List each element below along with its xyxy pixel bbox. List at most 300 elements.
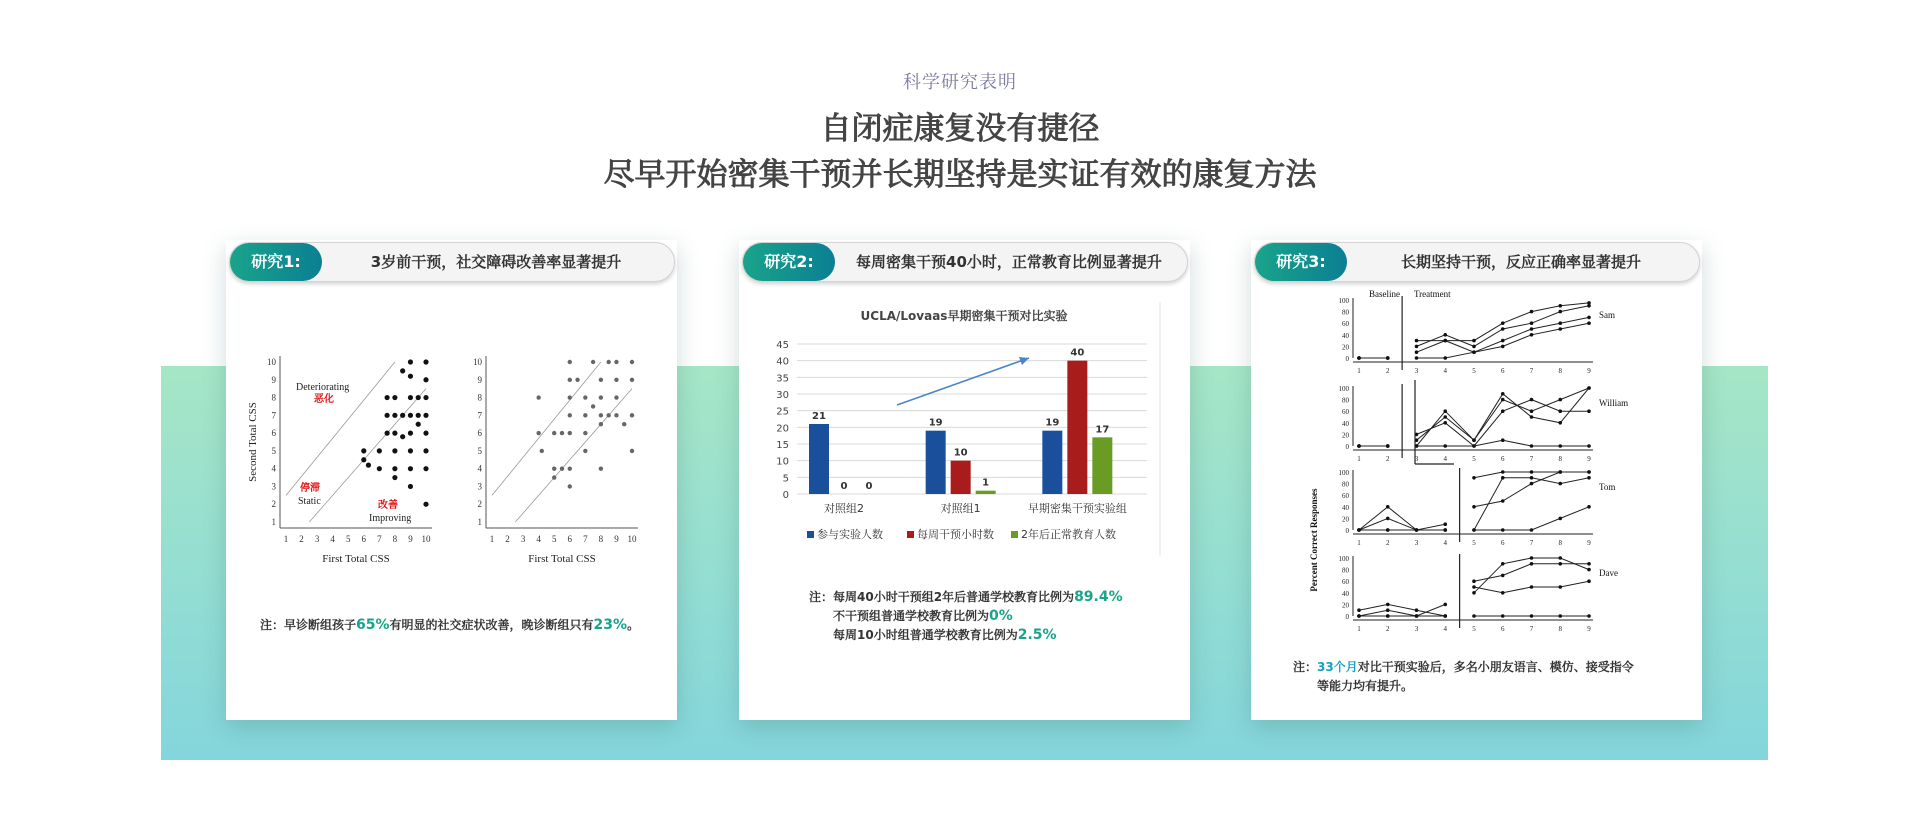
bar-data-label: 19: [1045, 417, 1060, 429]
y-tick-label: 5: [271, 445, 276, 456]
x-tick-label: 7: [1529, 539, 1534, 547]
data-point: [1443, 333, 1447, 337]
data-point: [1357, 528, 1361, 532]
annotation: 停滞: [300, 483, 320, 494]
note-line: [809, 590, 1123, 604]
data-point: [392, 466, 397, 471]
x-tick-label: 1: [1357, 539, 1361, 547]
bar-data-label: 0: [865, 481, 873, 492]
section-kicker: 科学研究表明: [903, 72, 1017, 93]
data-point: [408, 431, 413, 436]
x-category-label: 对照组1: [940, 502, 981, 515]
legend-label: 每周干预小时数: [917, 528, 994, 541]
data-point: [606, 360, 610, 364]
study-2-tag: 研究2:: [743, 243, 835, 281]
data-point: [1587, 568, 1591, 572]
data-point: [416, 395, 421, 400]
data-point: [1443, 528, 1447, 532]
x-tick-label: 1: [283, 534, 289, 544]
x-tick-label: 4: [330, 534, 335, 544]
data-point: [1558, 304, 1562, 308]
data-point: [408, 413, 413, 418]
y-tick-label: 15: [776, 440, 789, 451]
data-point: [1530, 333, 1534, 337]
bar-data-label: 17: [1095, 424, 1110, 436]
y-tick-label: 45: [776, 340, 789, 351]
data-point: [630, 413, 634, 417]
data-point: [1530, 321, 1534, 325]
data-point: [1415, 608, 1419, 612]
bar-chart: [739, 240, 1190, 580]
note-text: 每周10小时组普通学校教育比例为: [833, 628, 1018, 642]
y-tick-label: 25: [776, 406, 789, 418]
x-tick-label: 4: [536, 534, 541, 544]
data-point: [1357, 608, 1361, 612]
data-point: [599, 413, 603, 417]
data-point: [392, 431, 397, 436]
title-line-2: 尽早开始密集干预并长期坚持是实证有效的康复方法: [603, 157, 1317, 193]
data-point: [1558, 398, 1562, 402]
y-tick-label: 40: [1342, 419, 1349, 428]
data-point: [1530, 310, 1534, 314]
y-tick-label: 2: [477, 499, 482, 510]
y-tick-label: 100: [1338, 385, 1349, 393]
x-tick-label: 5: [345, 534, 351, 544]
y-tick-label: 8: [271, 392, 276, 403]
y-tick-label: 10: [473, 357, 482, 367]
phase-label: Treatment: [1414, 289, 1451, 299]
y-tick-label: 80: [1342, 308, 1349, 317]
data-point: [400, 434, 405, 439]
y-tick-label: 20: [776, 423, 789, 435]
data-point: [423, 502, 428, 507]
data-point: [1386, 608, 1390, 612]
data-point: [1530, 409, 1534, 413]
data-point: [1386, 356, 1390, 360]
participant-label: Dave: [1599, 568, 1618, 578]
data-point: [1530, 562, 1534, 566]
x-tick-label: 7: [377, 534, 382, 544]
data-point: [385, 431, 390, 436]
x-tick-label: 6: [1501, 367, 1505, 375]
data-point: [423, 359, 428, 364]
data-point: [1472, 339, 1476, 343]
data-point: [1501, 574, 1505, 578]
data-point: [591, 360, 595, 364]
series-line: [1474, 478, 1589, 530]
data-point: [1501, 339, 1505, 343]
note-text: 对比干预实验后，多名小朋友语言、模仿、接受指令: [1357, 660, 1634, 674]
x-tick-label: 1: [1357, 367, 1361, 375]
x-tick-label: 5: [1472, 625, 1476, 633]
y-tick-label: 6: [271, 428, 276, 439]
data-point: [1357, 356, 1361, 360]
x-tick-label: 5: [1472, 539, 1476, 547]
y-tick-label: 5: [477, 445, 482, 456]
series-line: [1359, 604, 1445, 616]
data-point: [1558, 409, 1562, 413]
y-tick-label: 3: [477, 481, 482, 492]
series-line: [1359, 507, 1445, 530]
chart-title: UCLA/Lovaas早期密集干预对比实验: [860, 309, 1068, 323]
data-point: [1558, 421, 1562, 425]
data-point: [1415, 350, 1419, 354]
data-point: [552, 431, 556, 435]
data-point: [568, 466, 572, 470]
phase-label: Baseline: [1369, 289, 1400, 299]
bar-0: [1042, 431, 1062, 494]
x-tick-label: 9: [1587, 455, 1591, 463]
x-tick-label: 6: [1501, 625, 1505, 633]
legend-label: 参与实验人数: [817, 528, 883, 541]
y-tick-label: 0: [1345, 613, 1349, 621]
y-axis-label: Second Total CSS: [247, 402, 259, 482]
y-tick-label: 40: [1342, 589, 1349, 598]
y-tick-label: 0: [1345, 443, 1349, 451]
data-point: [1530, 556, 1534, 560]
bar-2: [1092, 437, 1112, 494]
y-tick-label: 0: [1345, 355, 1349, 363]
x-tick-label: 8: [1558, 539, 1562, 547]
data-point: [1587, 579, 1591, 583]
series-line: [1474, 564, 1589, 581]
data-point: [1558, 310, 1562, 314]
note-highlight: 23%: [593, 617, 628, 633]
x-category-label: 早期密集干预实验组: [1027, 502, 1127, 515]
data-point: [1357, 444, 1361, 448]
y-tick-label: 60: [1342, 578, 1349, 587]
x-tick-label: 8: [392, 534, 398, 544]
data-point: [1501, 409, 1505, 413]
x-tick-label: 9: [408, 534, 413, 544]
y-tick-label: 0: [782, 490, 789, 501]
y-tick-label: 9: [477, 374, 482, 385]
data-point: [1472, 614, 1476, 618]
data-point: [560, 431, 564, 435]
data-point: [1587, 386, 1591, 390]
bar-data-label: 1: [982, 477, 990, 489]
x-tick-label: 7: [583, 534, 588, 544]
x-tick-label: 4: [1443, 539, 1447, 547]
data-point: [568, 413, 572, 417]
data-point: [1530, 528, 1534, 532]
bar-2: [976, 491, 996, 494]
data-point: [1443, 614, 1447, 618]
trend-arrow: [897, 358, 1029, 405]
x-axis-label: First Total CSS: [528, 553, 596, 565]
y-tick-label: 1: [477, 517, 482, 527]
y-tick-label: 10: [776, 456, 789, 468]
data-point: [1558, 482, 1562, 486]
data-point: [423, 448, 428, 453]
data-point: [1472, 444, 1476, 448]
data-point: [1415, 345, 1419, 349]
data-point: [1443, 356, 1447, 360]
x-tick-label: 8: [1558, 455, 1562, 463]
y-tick-label: 20: [1342, 343, 1349, 352]
study-card-1: [226, 240, 677, 720]
data-point: [1587, 562, 1591, 566]
data-point: [630, 378, 634, 382]
data-point: [1472, 585, 1476, 589]
data-point: [1530, 398, 1534, 402]
x-tick-label: 2: [1386, 367, 1390, 375]
data-point: [1472, 591, 1476, 595]
study-3-tag: 研究3:: [1255, 243, 1347, 281]
note-text: 注：早诊断组孩子: [260, 618, 357, 632]
data-point: [568, 378, 572, 382]
data-point: [1472, 438, 1476, 442]
note-text: 。: [627, 618, 640, 632]
data-point: [1472, 505, 1476, 509]
annotation: 改善: [378, 500, 398, 511]
x-tick-label: 9: [1587, 539, 1591, 547]
legend-swatch: [807, 531, 814, 538]
data-point: [1558, 585, 1562, 589]
data-point: [423, 431, 428, 436]
data-point: [1501, 614, 1505, 618]
data-point: [599, 466, 603, 470]
data-point: [1558, 321, 1562, 325]
title-line-1: 自闭症康复没有捷径: [820, 111, 1100, 147]
x-tick-label: 9: [614, 534, 619, 544]
y-tick-label: 100: [1338, 297, 1349, 305]
data-point: [1587, 470, 1591, 474]
note-highlight: 0%: [989, 608, 1013, 624]
data-point: [1501, 398, 1505, 402]
data-point: [599, 395, 603, 399]
bar-data-label: 19: [928, 417, 943, 429]
y-tick-label: 20: [1342, 431, 1349, 440]
annotation: Static: [298, 496, 321, 507]
x-tick-label: 9: [1587, 367, 1591, 375]
note-text: 有明显的社交症状改善，晚诊断组只有: [389, 618, 594, 632]
data-point: [385, 413, 390, 418]
note-highlight: 65%: [356, 617, 390, 633]
study-3-note: [1293, 658, 1634, 696]
data-point: [1501, 499, 1505, 503]
data-point: [1587, 614, 1591, 618]
data-point: [1530, 585, 1534, 589]
y-tick-label: 7: [477, 410, 482, 421]
study-1-heading: 3岁前干预，社交障碍改善率显著提升: [370, 253, 622, 271]
data-point: [1501, 562, 1505, 566]
diagonal-line: [515, 389, 632, 522]
x-tick-label: 7: [1529, 625, 1534, 633]
study-2-heading: 每周密集干预40小时，正常教育比例显著提升: [856, 253, 1162, 271]
y-tick-label: 20: [1342, 515, 1349, 524]
data-point: [361, 457, 366, 462]
x-tick-label: 1: [1357, 455, 1361, 463]
y-tick-label: 3: [271, 481, 276, 492]
data-point: [408, 374, 413, 379]
data-point: [1415, 528, 1419, 532]
data-point: [377, 466, 382, 471]
y-tick-label: 80: [1342, 566, 1349, 575]
y-tick-label: 7: [271, 410, 276, 421]
x-tick-label: 1: [1357, 625, 1361, 633]
data-point: [614, 395, 618, 399]
y-tick-label: 6: [477, 428, 482, 439]
data-point: [400, 413, 405, 418]
data-point: [1443, 522, 1447, 526]
legend-label: 2年后正常教育人数: [1021, 528, 1116, 541]
x-tick-label: 4: [1443, 455, 1447, 463]
x-tick-label: 2: [505, 534, 510, 544]
data-point: [1386, 528, 1390, 532]
data-point: [1501, 591, 1505, 595]
data-point: [591, 404, 595, 408]
data-point: [1386, 603, 1390, 607]
data-point: [630, 360, 634, 364]
data-point: [1587, 505, 1591, 509]
y-tick-label: 20: [1342, 601, 1349, 610]
bar-0: [926, 431, 946, 494]
data-point: [1443, 421, 1447, 425]
data-point: [1472, 476, 1476, 480]
data-point: [366, 463, 371, 468]
data-point: [408, 359, 413, 364]
note-text: 注：: [1293, 660, 1318, 674]
data-point: [1443, 339, 1447, 343]
data-point: [568, 431, 572, 435]
data-point: [1415, 339, 1419, 343]
y-tick-label: 4: [477, 463, 482, 474]
y-tick-label: 5: [782, 473, 789, 485]
annotation: Deteriorating: [296, 382, 350, 393]
note-text: 注：每周40小时干预组2年后普通学校教育比例为: [809, 590, 1075, 604]
note-highlight: 89.4%: [1074, 589, 1123, 605]
data-point: [614, 360, 618, 364]
x-tick-label: 3: [520, 534, 526, 544]
y-tick-label: 80: [1342, 396, 1349, 405]
data-point: [1386, 614, 1390, 618]
data-point: [408, 395, 413, 400]
data-point: [400, 368, 405, 373]
data-point: [1443, 415, 1447, 419]
x-tick-label: 6: [361, 534, 367, 544]
study-1-note: [260, 616, 639, 633]
data-point: [614, 378, 618, 382]
x-tick-label: 2: [1386, 539, 1390, 547]
data-point: [1443, 603, 1447, 607]
y-tick-label: 100: [1338, 469, 1349, 477]
note-highlight: 2.5%: [1017, 627, 1057, 643]
bar-data-label: 40: [1070, 347, 1085, 359]
study-1-tag: 研究1:: [230, 243, 322, 281]
x-tick-label: 3: [1414, 625, 1419, 633]
data-point: [1472, 528, 1476, 532]
y-tick-label: 1: [271, 517, 276, 527]
data-point: [1530, 415, 1534, 419]
data-point: [377, 448, 382, 453]
data-point: [385, 395, 390, 400]
note-text: 不干预组普通学校教育比例为: [833, 609, 990, 623]
data-point: [392, 413, 397, 418]
data-point: [1501, 321, 1505, 325]
data-point: [1357, 614, 1361, 618]
y-tick-label: 40: [1342, 331, 1349, 340]
data-point: [1472, 350, 1476, 354]
data-point: [583, 413, 587, 417]
data-point: [408, 484, 413, 489]
x-tick-label: 10: [421, 534, 431, 544]
x-tick-label: 10: [627, 534, 637, 544]
study-card-2: [739, 240, 1190, 720]
y-tick-label: 8: [477, 392, 482, 403]
data-point: [1386, 444, 1390, 448]
data-point: [1501, 528, 1505, 532]
data-point: [599, 422, 603, 426]
data-point: [568, 484, 572, 488]
x-tick-label: 8: [1558, 625, 1562, 633]
bar-data-label: 0: [840, 481, 848, 492]
legend-swatch: [907, 531, 914, 538]
y-tick-label: 9: [271, 374, 276, 385]
data-point: [630, 449, 634, 453]
data-point: [423, 466, 428, 471]
data-point: [1587, 316, 1591, 320]
data-point: [1558, 470, 1562, 474]
legend-swatch: [1011, 531, 1018, 538]
x-tick-label: 6: [1501, 455, 1505, 463]
section-title: [0, 106, 1920, 198]
data-point: [1558, 327, 1562, 331]
series-line: [1417, 388, 1590, 446]
data-point: [1530, 444, 1534, 448]
data-point: [1501, 392, 1505, 396]
data-point: [1501, 476, 1505, 480]
study-2-note: [809, 588, 1123, 645]
y-tick-label: 100: [1338, 555, 1349, 563]
x-axis-label: First Total CSS: [322, 553, 390, 565]
data-point: [408, 448, 413, 453]
series-line: [1359, 604, 1445, 616]
data-point: [1386, 517, 1390, 521]
x-tick-label: 7: [1529, 455, 1534, 463]
annotation: 恶化: [314, 394, 334, 405]
bar-1: [1067, 361, 1087, 494]
y-tick-label: 2: [271, 499, 276, 510]
data-point: [416, 422, 421, 427]
data-point: [361, 448, 366, 453]
data-point: [1501, 327, 1505, 331]
y-tick-label: 0: [1345, 527, 1349, 535]
data-point: [1501, 345, 1505, 349]
data-point: [614, 413, 618, 417]
x-tick-label: 1: [489, 534, 495, 544]
data-point: [1443, 409, 1447, 413]
data-point: [568, 395, 572, 399]
data-point: [423, 377, 428, 382]
x-tick-label: 9: [1587, 625, 1591, 633]
participant-label: Tom: [1599, 482, 1616, 492]
data-point: [583, 431, 587, 435]
x-tick-label: 4: [1443, 367, 1447, 375]
data-point: [606, 413, 610, 417]
y-tick-label: 60: [1342, 492, 1349, 501]
y-tick-label: 35: [776, 373, 789, 385]
annotation: Improving: [369, 513, 412, 524]
y-tick-label: 10: [267, 357, 276, 367]
data-point: [1558, 614, 1562, 618]
bar-data-label: 10: [953, 447, 968, 459]
participant-label: Sam: [1599, 310, 1616, 320]
data-point: [1415, 356, 1419, 360]
data-point: [1472, 345, 1476, 349]
x-tick-label: 4: [1443, 625, 1447, 633]
data-point: [540, 449, 544, 453]
